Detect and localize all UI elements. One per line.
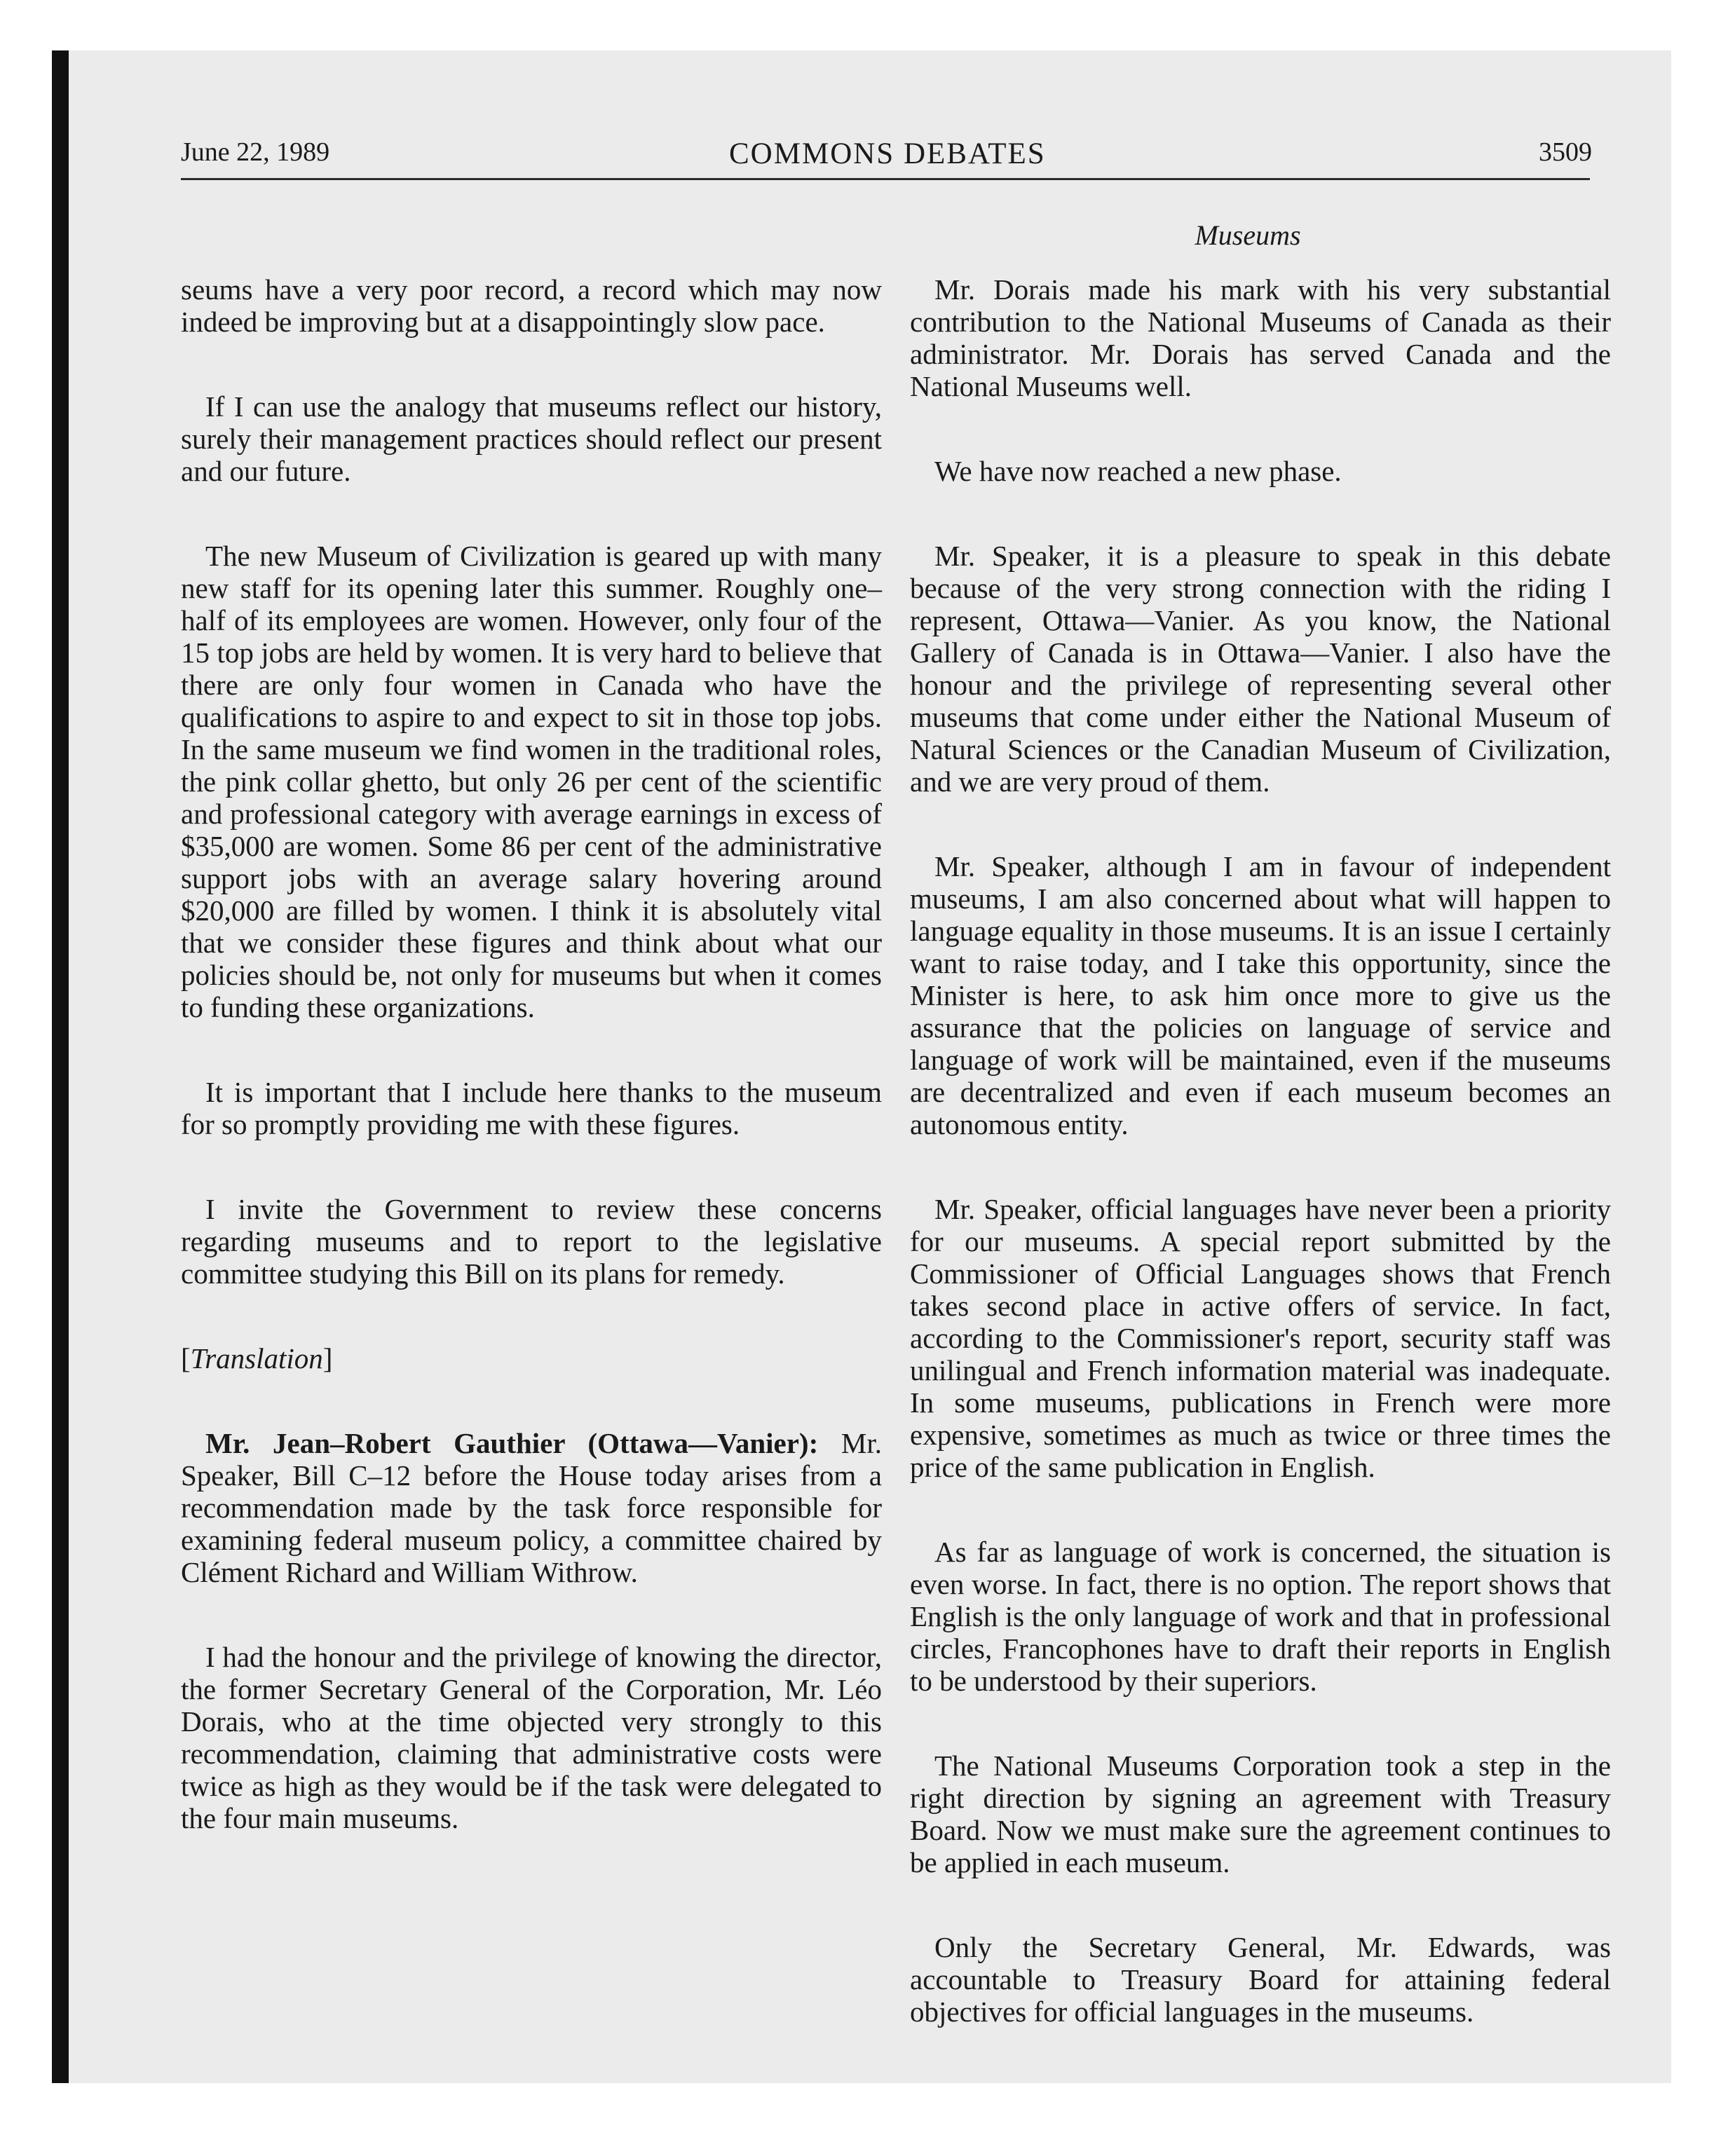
paragraph: If I can use the analogy that museums reflect our history, surely their management practices should reflect our present and our future. [181, 390, 882, 487]
translation-label: Translation [190, 1342, 323, 1374]
translation-note: [Translation] [181, 1342, 333, 1374]
paragraph: It is important that I include here thanks to the museum for so promptly providing me with these figures. [181, 1076, 882, 1140]
paragraph: We have now reached a new phase. [934, 455, 1342, 487]
paragraph: Mr. Speaker, although I am in favour of independent museums, I am also concerned about what will happen to language equality in those museums. It is an issue I certainly want to raise today, and I take this opportunity, since the Minister is here, to ask him once more to give us the assurance that the policies on language of service and language of work will be maintained, even if the museums are decentralized and even if each museum becomes an autonomous entity. [910, 850, 1611, 1140]
speaker-name: Mr. Jean–Robert Gauthier (Ottawa—Vanier): [205, 1427, 819, 1459]
paragraph: I invite the Government to review these concerns regarding museums and to report to the legislative committee studying this Bill on its plans for remedy. [181, 1193, 882, 1290]
speaker-paragraph [181, 1427, 882, 1588]
header-rule [181, 178, 1590, 180]
section-heading: Museums [1195, 219, 1301, 251]
header-page-number: 3509 [1539, 137, 1592, 167]
header-title: COMMONS DEBATES [729, 137, 1046, 170]
paragraph: seums have a very poor record, a record which may now indeed be improving but at a disappointingly slow pace. [181, 273, 882, 338]
left-column [181, 273, 882, 1887]
paragraph: As far as language of work is concerned, the situation is even worse. In fact, there is no option. The report shows that English is the only language of work and that in professional circles, Francophones have to draft their reports in English to be understood by their superiors. [910, 1536, 1611, 1697]
paragraph: Mr. Speaker, official languages have never been a priority for our museums. A special report submitted by the Commissioner of Official Languages shows that French takes second place in active offers of service. In fact, according to the Commissioner's report, security staff was unilingual and French information material was inadequate. In some museums, publications in French were more expensive, sometimes as much as twice or three times the price of the same publication in English. [910, 1193, 1611, 1483]
paragraph: Mr. Dorais made his mark with his very substantial contribution to the National Museums of Canada as their administrator. Mr. Dorais has served Canada and the National Museums well. [910, 273, 1611, 402]
right-column [910, 273, 1611, 2080]
scan-edge-shadow [52, 50, 69, 2083]
paragraph: Mr. Speaker, it is a pleasure to speak in this debate because of the very strong connection with the riding I represent, Ottawa—Vanier. As you know, the National Gallery of Canada is in Ottawa—Vanier. I also have the honour and the privilege of representing several other museums that come under either the National Museum of Natural Sciences or the Canadian Museum of Civilization, and we are very proud of them. [910, 540, 1611, 798]
paragraph: I had the honour and the privilege of knowing the director, the former Secretary General of the Corporation, Mr. Léo Dorais, who at the time objected very strongly to this recommendation, claiming that administrative costs were twice as high as they would be if the task were delegated to the four main museums. [181, 1641, 882, 1834]
paragraph: The National Museums Corporation took a step in the right direction by signing an agreement with Treasury Board. Now we must make sure the agreement continues to be applied in each museum. [910, 1749, 1611, 1878]
speaker-text: Mr. Speaker, Bill C–12 before the House today arises from a recommendation made by the task force responsible for examining federal museum policy, a committee chaired by Clément Richard and William Withrow. [181, 1427, 882, 1588]
paragraph: The new Museum of Civilization is geared up with many new staff for its opening later this summer. Roughly one–half of its employees are women. However, only four of the 15 top jobs are held by women. It is very hard to believe that there are only four women in Canada who have the qualifications to aspire to and expect to sit in those top jobs. In the same museum we find women in the traditional roles, the pink collar ghetto, but only 26 per cent of the scientific and professional category with average earnings in excess of $35,000 are women. Some 86 per cent of the administrative support jobs with an average salary hovering around $20,000 are filled by women. I think it is absolutely vital that we consider these figures and think about what our policies should be, not only for museums but when it comes to funding these organizations. [181, 540, 882, 1023]
paragraph: Only the Secretary General, Mr. Edwards, was accountable to Treasury Board for attaining federal objectives for official languages in the museums. [910, 1931, 1611, 2028]
header-date: June 22, 1989 [181, 137, 330, 167]
